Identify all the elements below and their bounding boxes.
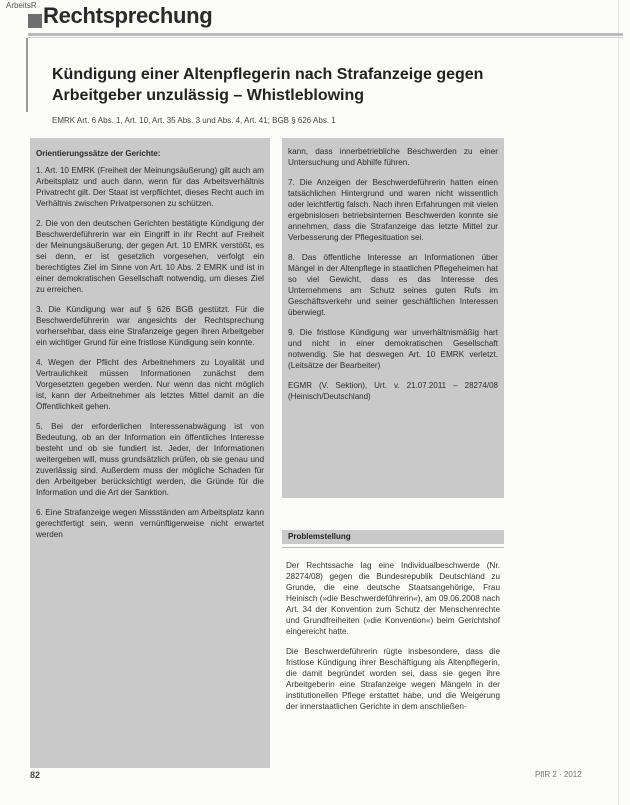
- guideline-item: 5. Bei der erforderlichen Interessenabwägung ist von Bedeutung, ob an der Information ein öffentliches Interesse besteht und ob sie fundiert ist. Jeder, der Informationen weitergeben will, muss grundsätzlich prüfen, ob sie genau und zuverlässig sind. Außerdem muss der mögliche Schaden für den Arbeitgeber berücksichtigt werden, die Gründe für die Information und die Art der Sanktion.: [36, 422, 264, 497]
- guideline-item: 6. Eine Strafanzeige wegen Missständen am Arbeitsplatz kann gerechtfertigt sein, wenn vernünftigerweise nicht erwartet werden: [36, 508, 264, 539]
- header-rule: [28, 33, 623, 36]
- article-title: Kündigung einer Altenpflegerin nach Strafanzeige gegen Arbeitgeber unzulässig – Whistleblowing: [52, 66, 484, 104]
- problem-heading-box: [282, 530, 504, 544]
- guideline-item: 3. Die Kündigung war auf § 626 BGB gestützt. Für die Beschwerdeführerin war angesichts der Rechtsprechung vorhersehbar, dass eine Strafanzeige gegen ihren Arbeitgeber ein wichtiger Grund für eine fristlose Kündigung sein konnte.: [36, 305, 264, 347]
- problem-heading: Problemstellung: [288, 532, 351, 541]
- guideline-item: 8. Das öffentliche Interesse an Informationen über Mängel in der Altenpflege in staatlichen Pflegeheimen hat so viel Gewicht, dass es das Interesse des Unternehmens am Schutz seines guten Rufs im Geschäftsverkehr und seiner geschäftlichen Interessen überwiegt.: [288, 253, 498, 317]
- guideline-item: 2. Die von den deutschen Gerichten bestätigte Kündigung der Beschwerdeführerin war ein Eingriff in ihr Recht auf Freiheit der Meinungsäußerung, der gegen Art. 10 EMRK verstößt, es sei denn, er ist gesetzlich vorgesehen, verfolgt ein berechtigtes Ziel im Sinne von Art. 10 Abs. 2 EMRK und ist in einer demokratischen Gesellschaft notwendig, um dieses Ziel zu erreichen.: [36, 219, 264, 294]
- problem-paragraph: Die Beschwerdeführerin rügte insbesondere, dass die fristlose Kündigung ihrer Beschäftigung als Altenpflegerin, die damit begründet worden sei, dass sie gegen ihre Arbeitgeberin eine Strafanzeige wegen Mängeln in der institutionellen Pflege erstattet habe, und die Weigerung der innerstaatlichen Gerichte in dem anschließen-: [286, 647, 500, 711]
- guideline-item: 1. Art. 10 EMRK (Freiheit der Meinungsäußerung) gilt auch am Arbeitsplatz und auch dann, wenn für das Arbeitsverhältnis Privatrecht gilt. Der Staat ist verpflichtet, dieses Recht auch im Verhältnis zwischen Privatpersonen zu schützen.: [36, 166, 264, 208]
- header-rule-thin: [28, 37, 623, 38]
- guideline-item: 9. Die fristlose Kündigung war unverhältnismäßig hart und nicht in einer demokratischen Gesellschaft notwendig. Sie hat deswegen Art. 10 EMRK verletzt. (Leitsätze der Bearbeiter): [288, 328, 498, 370]
- header-square-marker: [28, 14, 42, 28]
- decision-source: EGMR (V. Sektion), Urt. v. 21.07.2011 – 28274/08 (Heinisch/Deutschland): [288, 381, 498, 401]
- problem-paragraph: Der Rechtssache lag eine Individualbeschwerde (Nr. 28274/08) gegen die Bundesrepublik Deutschland zu Grunde, die eine deutsche Staatsangehörige, Frau Heinisch (»die Beschwerdeführerin«), am 09.06.2008 nach Art. 34 der Konvention zum Schutz der Menschenrechte und Grundfreiheiten (»die Konvention«) beim Gerichtshof eingereicht hatte.: [286, 561, 500, 636]
- guideline-item: 4. Wegen der Pflicht des Arbeitnehmers zu Loyalität und Vertraulichkeit müssen Informationen zunächst dem Vorgesetzten gegeben werden. Nur wenn das nicht möglich ist, kann der Arbeitnehmer als letztes Mittel damit an die Öffentlichkeit gehen.: [36, 358, 264, 411]
- section-tag: ArbeitsR: [6, 1, 37, 10]
- journal-footer: PflR 2 · 2012: [535, 770, 582, 779]
- guidelines-box-right: [282, 138, 504, 498]
- problem-rule: [282, 547, 504, 548]
- title-side-bar: [26, 38, 28, 112]
- page-header-title: Rechtsprechung: [43, 3, 213, 28]
- guidelines-heading: Orientierungssätze der Gerichte:: [36, 149, 161, 158]
- guideline-item: 7. Die Anzeigen der Beschwerdeführerin hatten einen tatsächlichen Hintergrund und waren nicht wissentlich oder leichtfertig falsch. Nach ihren Erfahrungen mit vielen ergebnislosen betriebsinternen Beschwerden konnte sie annehmen, dass die Strafanzeige das letzte Mittel zur Verbesserung der Pflegesituation sei.: [288, 178, 498, 242]
- guideline-item: kann, dass innerbetriebliche Beschwerden zu einer Untersuchung und Abhilfe führen.: [288, 147, 498, 167]
- problem-text: [286, 560, 500, 721]
- page-number: 82: [30, 770, 41, 780]
- guidelines-box-left: [30, 138, 270, 768]
- article-citation: EMRK Art. 6 Abs. 1, Art. 10, Art. 35 Abs. 3 und Abs. 4, Art. 41; BGB § 626 Abs. 1: [52, 116, 336, 125]
- page-edge: [618, 0, 619, 805]
